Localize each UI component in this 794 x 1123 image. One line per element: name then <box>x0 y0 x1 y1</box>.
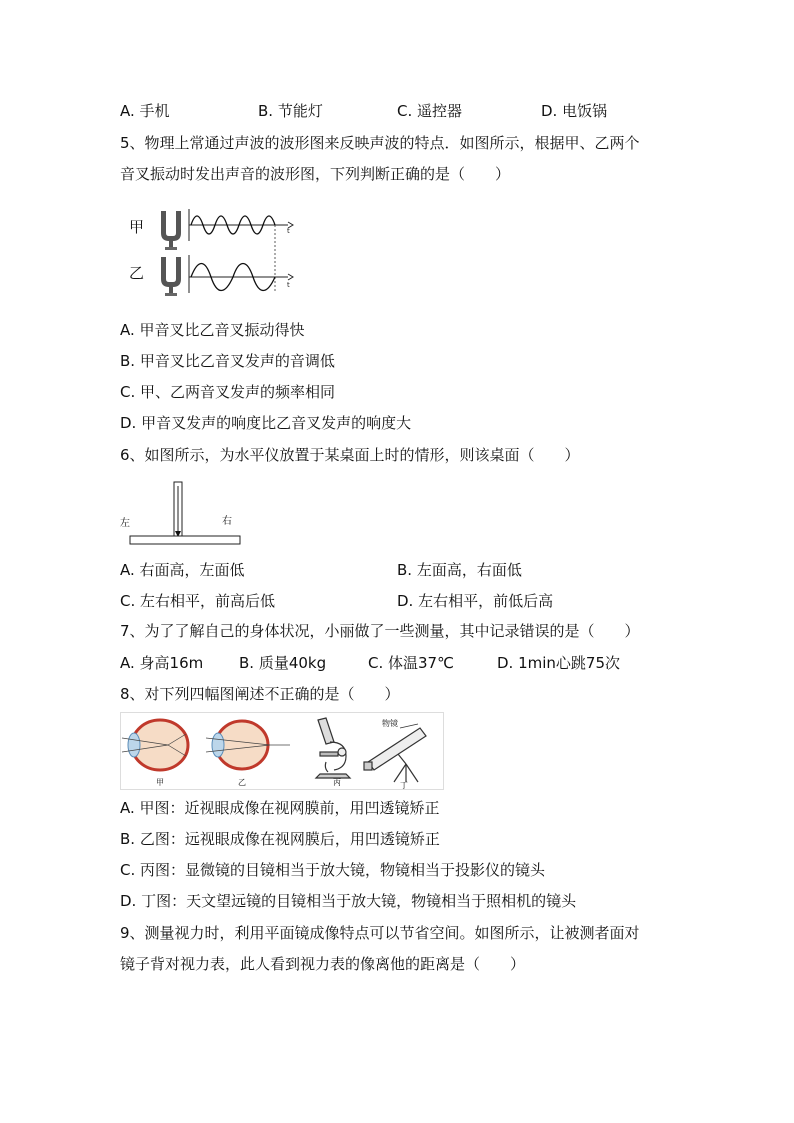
figure-label-jia: 甲 <box>129 218 145 236</box>
q8-option-c: C. 丙图：显微镜的目镜相当于放大镜，物镜相当于投影仪的镜头 <box>120 861 546 879</box>
q5-stem-line2: 音叉振动时发出声音的波形图，下列判断正确的是（ ） <box>120 165 511 183</box>
q5-stem-line1: 5、物理上常通过声波的波形图来反映声波的特点．如图所示，根据甲、乙两个 <box>120 134 640 152</box>
q4-option-c: C. 遥控器 <box>397 102 463 120</box>
q4-option-a: A. 手机 <box>120 102 170 120</box>
q4-option-d: D. 电饭锅 <box>541 102 608 120</box>
level-gauge-figure <box>118 478 248 548</box>
tuning-fork-waveform-figure <box>125 203 305 301</box>
q5-option-c: C. 甲、乙两音叉发声的频率相同 <box>120 383 336 401</box>
q8-option-a: A. 甲图：近视眼成像在视网膜前，用凹透镜矫正 <box>120 799 440 817</box>
q7-option-a: A. 身高16m <box>120 654 204 672</box>
q6-option-c: C. 左右相平，前高后低 <box>120 592 276 610</box>
q8-stem: 8、对下列四幅图阐述不正确的是（ ） <box>120 685 400 703</box>
figure-label-yi: 乙 <box>129 264 145 282</box>
q9-stem-line1: 9、测量视力时，利用平面镜成像特点可以节省空间。如图所示，让被测者面对 <box>120 924 640 942</box>
figure-label-yi-eye: 乙 <box>238 778 246 787</box>
q5-option-a: A. 甲音叉比乙音叉振动得快 <box>120 321 305 339</box>
q4-option-b: B. 节能灯 <box>258 102 323 120</box>
q7-option-c: C. 体温37℃ <box>368 654 454 672</box>
figure-label-t-yi: t <box>287 281 290 289</box>
figure-label-jia-eye: 甲 <box>156 778 164 787</box>
q7-option-d: D. 1min心跳75次 <box>497 654 621 672</box>
level-base <box>130 536 240 544</box>
figure-label-objective: 物镜 <box>382 719 398 728</box>
q7-option-b: B. 质量40kg <box>239 654 327 672</box>
q6-option-a: A. 右面高，左面低 <box>120 561 245 579</box>
q8-option-d: D. 丁图：天文望远镜的目镜相当于放大镜，物镜相当于照相机的镜头 <box>120 892 577 910</box>
q9-stem-line2: 镜子背对视力表，此人看到视力表的像离他的距离是（ ） <box>120 955 526 973</box>
tuning-fork-jia-icon <box>161 211 181 250</box>
figure-label-ding: 丁 <box>400 781 408 790</box>
tuning-fork-yi-icon <box>161 257 181 296</box>
q6-option-b: B. 左面高，右面低 <box>397 561 522 579</box>
figure-label-bing: 丙 <box>333 778 341 787</box>
figure-label-right: 右 <box>222 516 232 527</box>
figure-label-left: 左 <box>120 518 130 529</box>
q8-option-b: B. 乙图：远视眼成像在视网膜后，用凹透镜矫正 <box>120 830 440 848</box>
figure-label-t-jia: t <box>287 227 290 235</box>
q5-option-b: B. 甲音叉比乙音叉发声的音调低 <box>120 352 335 370</box>
q7-stem: 7、为了了解自己的身体状况，小丽做了一些测量，其中记录错误的是（ ） <box>120 622 640 640</box>
q5-option-d: D. 甲音叉发声的响度比乙音叉发声的响度大 <box>120 414 412 432</box>
optics-figure <box>120 712 444 790</box>
q6-option-d: D. 左右相平，前低后高 <box>397 592 554 610</box>
q6-stem: 6、如图所示，为水平仪放置于某桌面上时的情形，则该桌面（ ） <box>120 446 580 464</box>
